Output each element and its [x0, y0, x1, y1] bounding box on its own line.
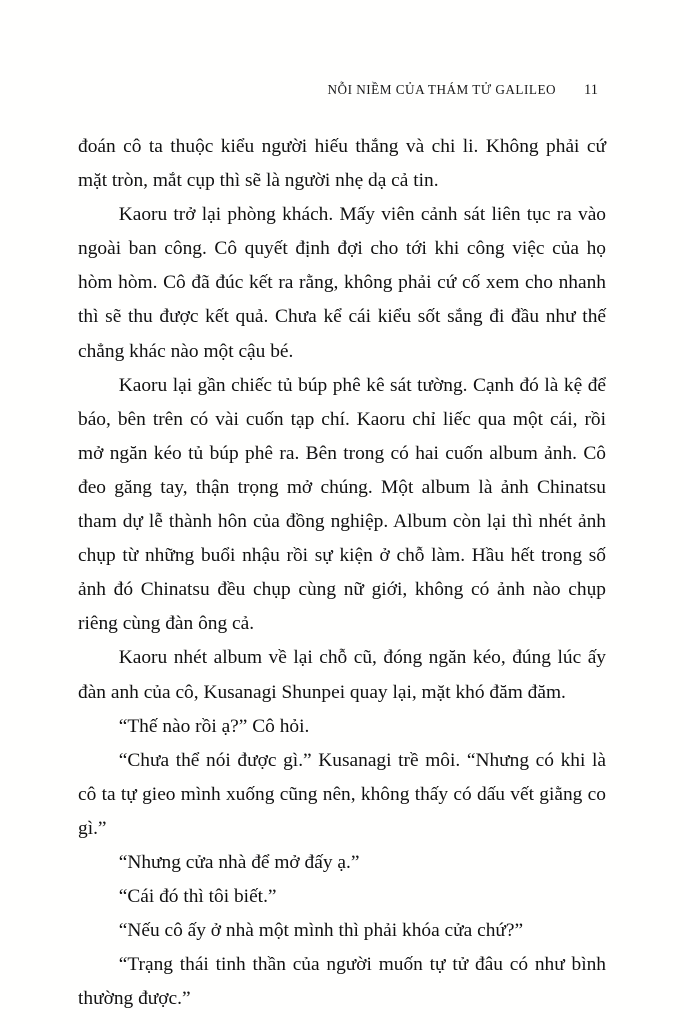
- running-head-title: NỖI NIỀM CỦA THÁM TỬ GALILEO: [327, 82, 557, 97]
- paragraph: “Nhưng cửa nhà để mở đấy ạ.”: [118, 851, 360, 873]
- running-head: [0, 82, 684, 99]
- paragraph: Kaoru nhét album về lại chỗ cũ, đóng ngăn kéo, đúng lúc ấy đàn anh của cô, Kusanagi Shunpei quay lại, mặt khó đăm đăm.: [78, 647, 606, 703]
- paragraph: Kaoru trở lại phòng khách. Mấy viên cảnh sát liên tục ra vào ngoài ban công. Cô quyết định đợi cho tới khi công việc của họ hòm hòm. Cô đã đúc kết ra rằng, không phải cứ cố xem cho nhanh thì sẽ thu được kết quả. Chưa kể cái kiểu sốt sắng đi đầu như thế chẳng khác nào một cậu bé.: [78, 204, 606, 362]
- page-body: [78, 130, 606, 1016]
- paragraph: “Chưa thể nói được gì.” Kusanagi trề môi. “Nhưng có khi là cô ta tự gieo mình xuống cũng nên, không thấy có dấu vết giằng co gì.”: [78, 749, 606, 839]
- paragraph: “Thế nào rồi ạ?” Cô hỏi.: [118, 715, 310, 737]
- paragraph: “Nếu cô ấy ở nhà một mình thì phải khóa cửa chứ?”: [118, 920, 524, 942]
- paragraph: “Cái đó thì tôi biết.”: [118, 886, 277, 908]
- page-number: 11: [584, 82, 598, 98]
- paragraph: Kaoru lại gần chiếc tủ búp phê kê sát tường. Cạnh đó là kệ để báo, bên trên có vài cuốn tạp chí. Kaoru chỉ liếc qua một cái, rồi mở ngăn kéo tủ búp phê ra. Bên trong có hai cuốn album ảnh. Cô đeo găng tay, thận trọng mở chúng. Một album là ảnh Chinatsu tham dự lễ thành hôn của đồng nghiệp. Album còn lại thì nhét ảnh chụp từ những buổi nhậu rồi sự kiện ở chỗ làm. Hầu hết trong số ảnh đó Chinatsu đều chụp cùng nữ giới, không có ảnh nào chụp riêng cùng đàn ông cả.: [78, 374, 606, 635]
- paragraph: đoán cô ta thuộc kiểu người hiếu thắng và chi li. Không phải cứ mặt tròn, mắt cụp thì sẽ là người nhẹ dạ cả tin.: [78, 136, 606, 192]
- paragraph: “Trạng thái tinh thần của người muốn tự tử đâu có như bình thường được.”: [78, 954, 606, 1010]
